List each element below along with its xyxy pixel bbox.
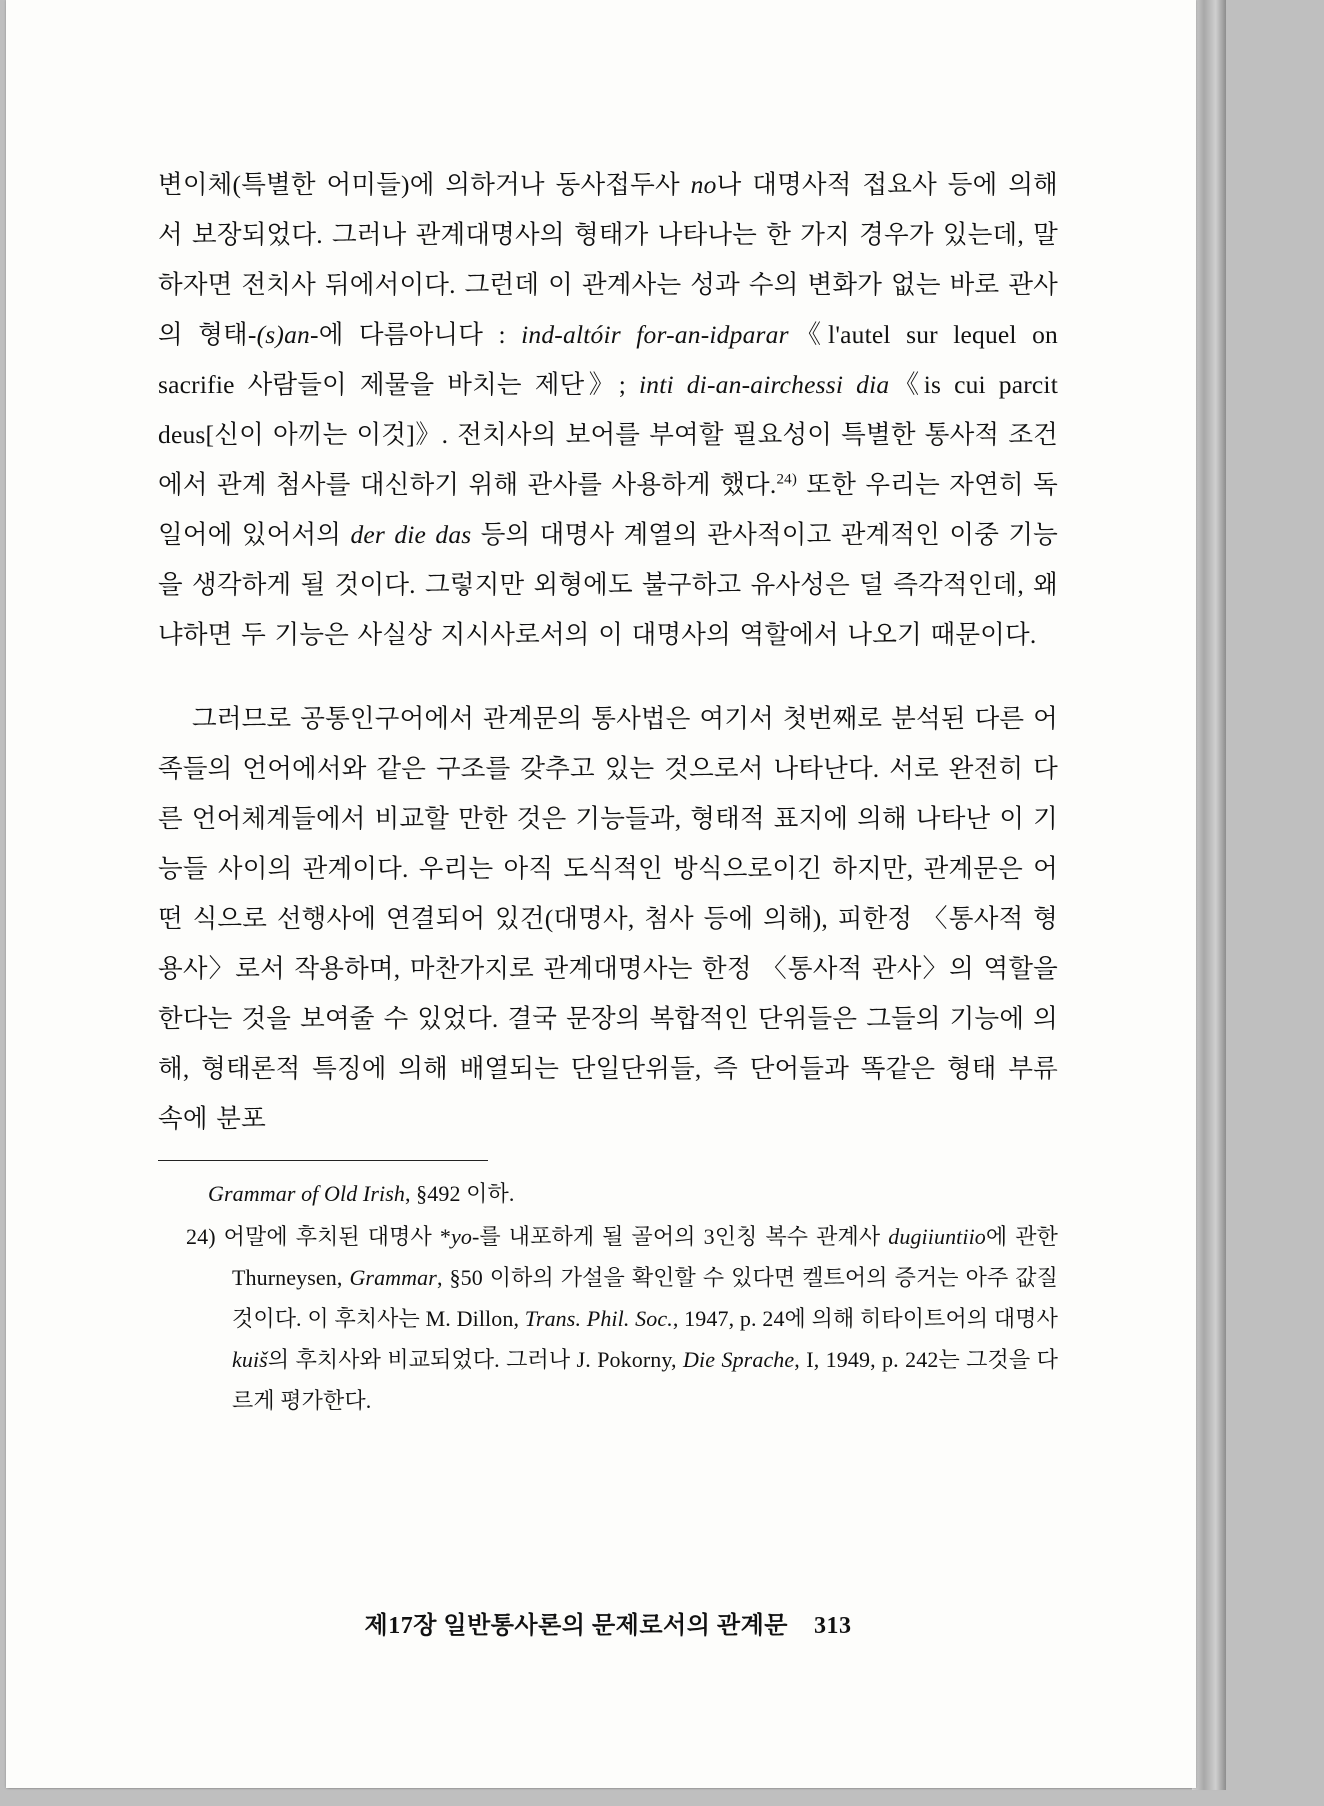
text-run: 나 대명사적 접요사 등에 의해서 보장되었다. 그러나 관계대명사의 형태가 나타나는 한 가지 경우가 있는데, 말하자면 전치사 뒤에서이다. 그런데 이 관계사는 성과 수의 변화가 없는 바로 관사의 형태 xyxy=(158,170,1058,349)
italic-run: Die Sprache xyxy=(683,1347,795,1372)
text-run: 그러므로 공통인구어에서 관계문의 통사법은 여기서 첫번째로 분석된 다른 어족들의 언어에서와 같은 구조를 갖추고 있는 것으로서 나타난다. 서로 완전히 다른 언어체계들에서 비교할 만한 것은 기능들과, 형태적 표지에 의해 나타난 이 기능들 사이의 관계이다. 우리는 아직 도식적인 방식으로이긴 하지만, 관계문은 어떤 식으로 선행사에 연결되어 있건(대명사, 첨사 등에 의해), 피한정 〈통사적 형용사〉로서 작용하며, 마찬가지로 관계대명사는 한정 〈통사적 관사〉의 역할을 한다는 것을 보여줄 수 있었다. 결국 문장의 복합적인 단위들은 그들의 기능에 의해, 형태론적 특징에 의해 배열되는 단일단위들, 즉 단어들과 똑같은 형태 부류 속에 분포 xyxy=(158,704,1058,1133)
italic-run: yo- xyxy=(450,1224,480,1249)
text-run: 변이체(특별한 어미들)에 의하거나 동사접두사 xyxy=(158,170,691,199)
text-run: 에 관한 Thurneysen, xyxy=(232,1224,1058,1290)
italic-run: kuiš xyxy=(232,1347,268,1372)
running-foot-title: 제17장 일반통사론의 문제로서의 관계문 xyxy=(364,1613,788,1639)
italic-run: dugiiuntiio xyxy=(888,1224,986,1249)
text-run: 어말에 후치된 대명사 * xyxy=(215,1224,451,1249)
text-run: 또한 우리는 자연히 독일어에 있어서의 xyxy=(158,470,1058,549)
text-run: 의 후치사와 비교되었다. 그러나 J. Pokorny, xyxy=(267,1347,684,1372)
text-run: , 1947, p. 24에 의해 히타이트어의 대명사 xyxy=(672,1306,1058,1331)
italic-run: ind-altóir for-an-idparar xyxy=(521,320,789,349)
italic-run: Grammar of Old Irish xyxy=(208,1181,405,1206)
page-number: 313 xyxy=(813,1613,852,1639)
italic-run: -(s)an- xyxy=(247,320,319,349)
italic-run: no xyxy=(690,170,717,199)
running-foot xyxy=(158,1605,1058,1640)
body-paragraph xyxy=(158,694,1058,1144)
text-run: 를 내포하게 될 골어의 3인칭 복수 관계사 xyxy=(479,1224,889,1249)
text-run: 등의 대명사 계열의 관사적이고 관계적인 이중 기능을 생각하게 될 것이다. 그렇지만 외형에도 불구하고 유사성은 덜 즉각적인데, 왜냐하면 두 기능은 사실상 지시사로서의 이 대명사의 역할에서 나오기 때문이다. xyxy=(158,520,1058,649)
footnote-separator-rule xyxy=(158,1160,488,1161)
footnote-number: 24) xyxy=(186,1224,216,1249)
footnote-continuation xyxy=(158,1173,1058,1214)
italic-run: inti di-an-airchessi dia xyxy=(639,370,890,399)
body-paragraph xyxy=(158,160,1058,660)
text-run: , I, 1949, p. 242는 그것을 다르게 평가한다. xyxy=(232,1347,1058,1413)
body-text-container xyxy=(158,160,1058,1144)
footnote-item xyxy=(158,1216,1058,1421)
text-run: , §492 이하. xyxy=(404,1181,515,1206)
footnotes-container xyxy=(158,1173,1058,1421)
italic-run: Grammar xyxy=(349,1265,437,1290)
text-run: 《is cui parcit deus[신이 아끼는 이것]》. 전치사의 보어를 부여할 필요성이 특별한 통사적 조건에서 관계 첨사를 대신하기 위해 관사를 사용하게 했다. xyxy=(158,370,1058,499)
text-run: 《l'autel sur lequel on sacrifie 사람들이 제물을 바치는 제단》; xyxy=(158,320,1059,399)
page-text-block xyxy=(158,160,1058,1421)
italic-run: Trans. Phil. Soc. xyxy=(524,1306,673,1331)
text-run: , §50 이하의 가설을 확인할 수 있다면 켈트어의 증거는 아주 값질 것이다. 이 후치사는 M. Dillon, xyxy=(232,1265,1058,1331)
footnote-marker: 24) xyxy=(776,471,798,488)
scanned-page xyxy=(6,0,1196,1788)
text-run: 에 다름아니다 : xyxy=(318,320,522,349)
italic-run: der die das xyxy=(350,520,472,549)
page-edge-stack xyxy=(1192,0,1226,1790)
